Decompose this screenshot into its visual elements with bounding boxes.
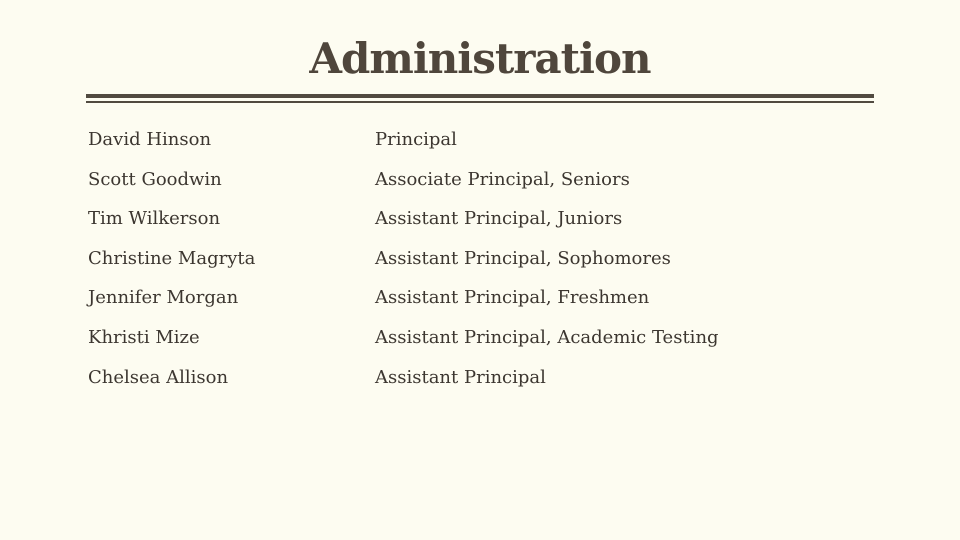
staff-name: David Hinson	[88, 129, 212, 150]
staff-role: Assistant Principal	[375, 366, 546, 388]
staff-name: Tim Wilkerson	[88, 208, 221, 230]
staff-role: Assistant Principal, Juniors	[375, 208, 623, 230]
staff-role: Assistant Principal, Academic Testing	[375, 326, 719, 348]
staff-name: Scott Goodwin	[88, 168, 222, 190]
staff-name: Chelsea Allison	[88, 366, 229, 388]
staff-name: Christine Magryta	[88, 247, 256, 269]
staff-list	[88, 122, 878, 399]
staff-row	[88, 201, 878, 241]
title-divider-thick	[86, 94, 874, 98]
staff-row	[88, 162, 878, 202]
staff-role: Assistant Principal, Freshmen	[375, 287, 650, 309]
staff-row	[88, 122, 878, 162]
title-divider-thin	[86, 101, 874, 103]
page-title: Administration	[309, 34, 651, 83]
staff-name: Khristi Mize	[88, 326, 200, 348]
staff-name: Jennifer Morgan	[88, 287, 239, 309]
staff-row	[88, 320, 878, 360]
staff-role: Principal	[375, 129, 457, 150]
staff-row	[88, 280, 878, 320]
staff-row	[88, 360, 878, 400]
staff-role: Associate Principal, Seniors	[375, 168, 630, 190]
staff-row	[88, 241, 878, 281]
staff-role: Assistant Principal, Sophomores	[375, 247, 671, 269]
